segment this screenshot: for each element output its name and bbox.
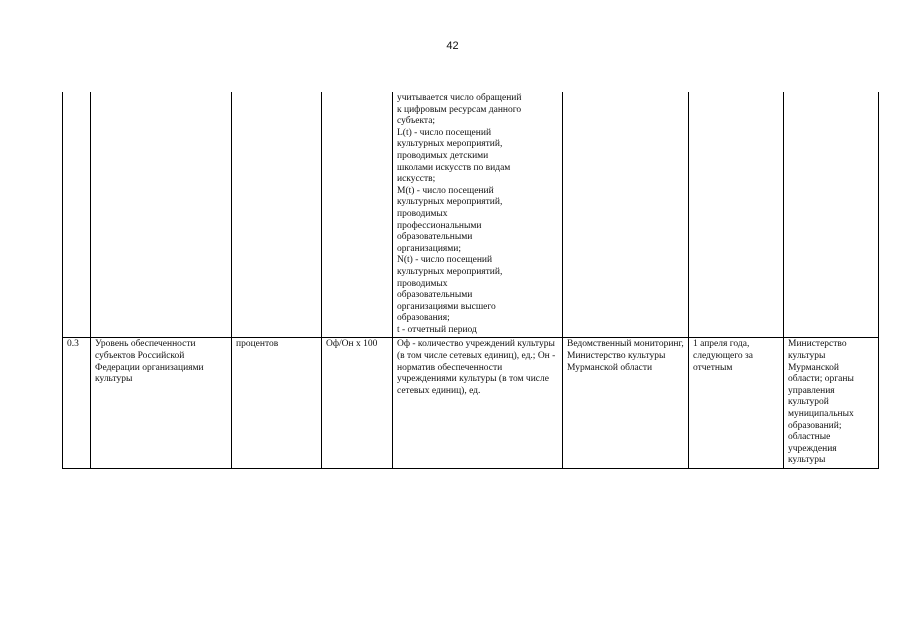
method-line: M(t) - число посещений xyxy=(397,185,494,196)
cell-deadline xyxy=(689,92,784,338)
method-line: профессиональными xyxy=(397,220,482,231)
method-line: образовательными xyxy=(397,290,473,301)
cell-number xyxy=(63,92,91,338)
method-line: t - отчетный период xyxy=(397,324,477,335)
method-line: учитывается число обращений xyxy=(397,93,522,103)
page-number: 42 xyxy=(446,40,459,52)
method-line: культурных мероприятий, xyxy=(397,139,503,150)
method-line: образования; xyxy=(397,313,450,324)
cell-unit xyxy=(232,92,322,338)
method-line: культурных мероприятий, xyxy=(397,197,503,208)
cell-unit: процентов xyxy=(232,338,322,469)
cell-deadline: 1 апреля года, следующего за отчетным xyxy=(689,338,784,469)
cell-responsible: Министерство культуры Мурманской области; органы управления культурой муниципальных образований; областные учреждения культуры xyxy=(784,338,879,469)
cell-indicator xyxy=(91,92,232,338)
cell-method: Оф - количество учреждений культуры (в том числе сетевых единиц), ед.; Он - норматив обеспеченности учреждениями культуры (в том числе сетевых единиц), ед. xyxy=(393,338,563,469)
cell-source: Ведомственный мониторинг, Министерство культуры Мурманской области xyxy=(563,338,689,469)
cell-indicator: Уровень обеспеченности субъектов Российской Федерации организациями культуры xyxy=(91,338,232,469)
method-line: проводимых xyxy=(397,208,448,219)
method-line: N(t) - число посещений xyxy=(397,255,493,266)
cell-formula xyxy=(322,92,393,338)
table-row xyxy=(63,338,879,469)
method-line: проводимых детскими xyxy=(397,150,489,161)
cell-responsible xyxy=(784,92,879,338)
method-line: искусств; xyxy=(397,174,436,185)
method-line: L(t) - число посещений xyxy=(397,127,492,138)
method-line: организациями высшего xyxy=(397,301,496,312)
method-line: культурных мероприятий, xyxy=(397,266,503,277)
method-line: организациями; xyxy=(397,243,462,254)
cell-formula: Оф/Он х 100 xyxy=(322,338,393,469)
method-line: к цифровым ресурсам данного xyxy=(397,104,522,115)
method-line: образовательными xyxy=(397,232,473,243)
table-row-continuation xyxy=(63,92,879,338)
indicator-table xyxy=(62,92,879,469)
cell-method xyxy=(393,92,563,338)
cell-number: 0.3 xyxy=(63,338,91,469)
method-line: проводимых xyxy=(397,278,448,289)
cell-source xyxy=(563,92,689,338)
method-line: субъекта; xyxy=(397,116,436,127)
method-line: школами искусств по видам xyxy=(397,162,511,173)
